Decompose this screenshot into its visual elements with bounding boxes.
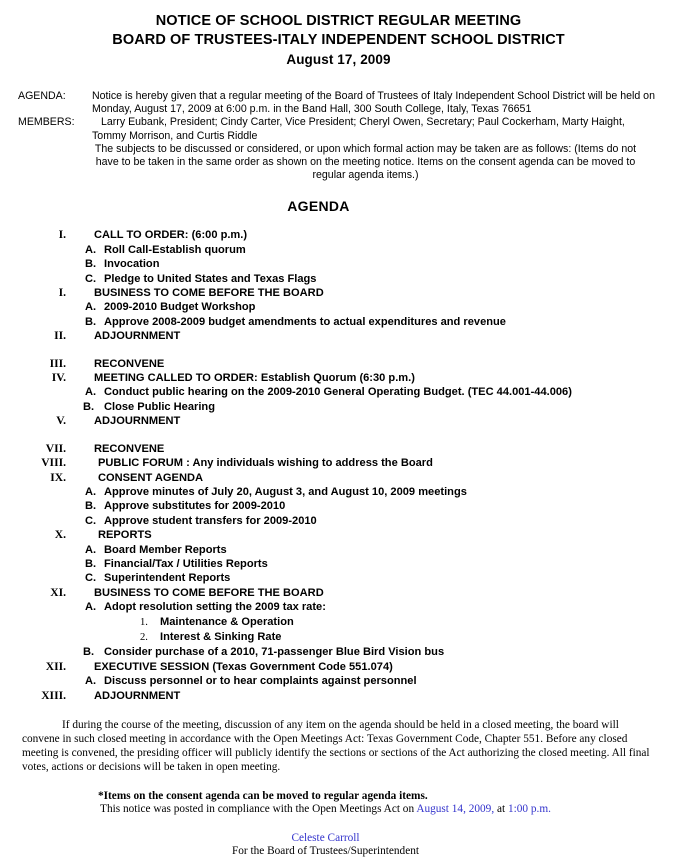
subitem-letter: B.: [83, 646, 95, 659]
item-numeral: IV.: [51, 371, 66, 385]
members-meta-row: [0, 116, 677, 142]
agenda-subitem-approve-minutes: [0, 485, 677, 499]
subsubitem-number: 1.: [140, 616, 148, 628]
subitem-text: Invocation: [104, 258, 160, 271]
agenda-subsubitem-maintenance-operation: [0, 615, 677, 630]
consent-agenda-asterisk-note: *Items on the consent agenda can be moved to regular agenda items.: [98, 790, 428, 803]
agenda-item-consent-agenda: [0, 471, 677, 485]
subitem-letter: A.: [85, 301, 97, 314]
section-spacer: [0, 429, 677, 442]
subsubitem-number: 2.: [140, 631, 148, 643]
agenda-item-business-second: [0, 586, 677, 600]
item-title: BUSINESS TO COME BEFORE THE BOARD: [94, 586, 324, 599]
subitem-letter: A.: [85, 386, 97, 399]
agenda-subitem-approve-substitutes: [0, 499, 677, 513]
signature-role: For the Board of Trustees/Superintendent: [231, 845, 419, 857]
agenda-list: [0, 228, 677, 703]
agenda-item-reconvene-1: [0, 357, 677, 371]
header-line-1: NOTICE OF SCHOOL DISTRICT REGULAR MEETING: [155, 13, 522, 29]
item-title: REPORTS: [98, 529, 152, 542]
posting-date: August 14, 2009,: [416, 803, 495, 816]
subitem-text: Close Public Hearing: [104, 400, 215, 413]
agenda-item-reports: [0, 528, 677, 542]
item-numeral: II.: [54, 329, 66, 343]
item-numeral: XII.: [45, 659, 66, 673]
item-numeral: III.: [49, 356, 66, 370]
subitem-text: Approve student transfers for 2009-2010: [104, 514, 317, 527]
subitem-letter: A.: [85, 675, 97, 688]
subitem-letter: A.: [85, 601, 97, 614]
agenda-item-meeting-called-to-order: [0, 371, 677, 385]
members-list-text: Larry Eubank, President; Cindy Carter, Vice President; Cheryl Owen, Secretary; Paul Cockerham, Marty Haight, Tommy Morrison, and Curtis Riddle: [92, 116, 625, 142]
agenda-subitem-roll-call: [0, 243, 677, 257]
subitem-text: Adopt resolution setting the 2009 tax rate:: [104, 601, 326, 614]
item-title: CONSENT AGENDA: [98, 471, 203, 484]
item-title: MEETING CALLED TO ORDER: Establish Quorum (6:30 p.m.): [94, 372, 415, 385]
subitem-letter: B.: [85, 315, 97, 328]
item-title: RECONVENE: [94, 442, 165, 455]
agenda-item-call-to-order: [0, 228, 677, 242]
subitem-text: Approve 2008-2009 budget amendments to actual expenditures and revenue: [104, 315, 506, 328]
agenda-subitem-invocation: [0, 257, 677, 271]
subjects-note: The subjects to be discussed or considered, or upon which formal action may be taken are as follows: (Items do not have to be taken in the same order as shown on the meeting notice. Items on the consent agenda can be moved to regular agenda items.): [94, 142, 637, 182]
subitem-letter: A.: [85, 243, 97, 256]
subitem-text: Approve substitutes for 2009-2010: [104, 500, 286, 513]
item-numeral: VII.: [45, 441, 66, 455]
subitem-letter: B.: [85, 500, 97, 513]
section-spacer: [0, 344, 677, 357]
agenda-subitem-discuss-personnel: [0, 674, 677, 688]
agenda-item-business-first: [0, 286, 677, 300]
subitem-text: Pledge to United States and Texas Flags: [104, 272, 317, 285]
item-numeral: IX.: [50, 470, 66, 484]
item-title: ADJOURNMENT: [94, 415, 181, 428]
signature-name: Celeste Carroll: [291, 832, 360, 845]
subitem-text: Approve minutes of July 20, August 3, and August 10, 2009 meetings: [104, 485, 467, 498]
item-numeral: XI.: [50, 585, 66, 599]
posting-mid-text: at: [494, 803, 508, 816]
posting-time: 1:00 p.m.: [507, 803, 551, 816]
subitem-letter: B.: [83, 400, 95, 413]
agenda-subsubitem-interest-sinking: [0, 630, 677, 645]
agenda-subitem-approve-transfers: [0, 514, 677, 528]
item-title: ADJOURNMENT: [94, 689, 181, 702]
closed-meeting-notice: [0, 718, 677, 774]
subitem-text: Superintendent Reports: [104, 572, 231, 585]
agenda-subitem-public-hearing: [0, 385, 677, 399]
subitem-text: Conduct public hearing on the 2009-2010 General Operating Budget. (TEC 44.001-44.006): [104, 386, 572, 399]
agenda-subitem-tax-rate-resolution: [0, 600, 677, 614]
agenda-section-heading: AGENDA: [287, 198, 350, 215]
item-title: CALL TO ORDER: (6:00 p.m.): [94, 229, 248, 242]
posting-compliance-note: [0, 803, 677, 815]
item-numeral: V.: [56, 414, 66, 428]
agenda-subitem-board-member-reports: [0, 543, 677, 557]
subitem-letter: B.: [85, 258, 97, 271]
subitem-letter: B.: [85, 557, 97, 570]
item-numeral: I.: [58, 228, 66, 242]
subsubitem-text: Interest & Sinking Rate: [160, 630, 282, 643]
subitem-letter: C.: [85, 272, 97, 285]
item-title: EXECUTIVE SESSION (Texas Government Code 551.074): [94, 660, 393, 673]
agenda-item-adjournment-2: [0, 414, 677, 428]
agenda-subitem-financial-reports: [0, 557, 677, 571]
agenda-subitem-close-hearing: [0, 400, 677, 414]
agenda-notice-text: Notice is hereby given that a regular meeting of the Board of Trustees of Italy Independent School District will be held on Monday, August 17, 2009 at 6:00 p.m. in the Band Hall, 300 South College, Italy, Texas 76651: [92, 90, 655, 116]
subitem-letter: A.: [85, 485, 97, 498]
agenda-meta-row: [0, 90, 677, 116]
agenda-subitem-superintendent-reports: [0, 571, 677, 585]
item-title: PUBLIC FORUM : Any individuals wishing to address the Board: [98, 457, 433, 470]
meta-block: [0, 90, 677, 182]
document-header: [0, 0, 677, 69]
posting-prefix-text: This notice was posted in compliance with the Open Meetings Act on: [100, 803, 417, 816]
header-date: August 17, 2009: [286, 52, 391, 67]
agenda-subitem-budget-workshop: [0, 300, 677, 314]
agenda-subitem-budget-amendments: [0, 315, 677, 329]
agenda-item-executive-session: [0, 660, 677, 674]
agenda-subitem-bus-purchase: [0, 645, 677, 659]
agenda-item-reconvene-2: [0, 442, 677, 456]
subitem-text: Roll Call-Establish quorum: [104, 243, 246, 256]
subitem-text: 2009-2010 Budget Workshop: [104, 301, 256, 314]
item-numeral: VIII.: [41, 456, 66, 470]
item-title: RECONVENE: [94, 357, 165, 370]
item-title: ADJOURNMENT: [94, 330, 181, 343]
subsubitem-text: Maintenance & Operation: [160, 615, 294, 628]
item-numeral: XIII.: [41, 688, 66, 702]
signature-block: [0, 832, 677, 857]
agenda-item-public-forum: [0, 456, 677, 470]
agenda-label: AGENDA:: [18, 90, 66, 102]
agenda-item-adjournment-1: [0, 329, 677, 343]
agenda-subitem-pledge: [0, 272, 677, 286]
item-numeral: X.: [54, 528, 66, 542]
agenda-item-adjournment-3: [0, 689, 677, 703]
subitem-text: Financial/Tax / Utilities Reports: [104, 557, 268, 570]
item-title: BUSINESS TO COME BEFORE THE BOARD: [94, 287, 324, 300]
header-line-2: BOARD OF TRUSTEES-ITALY INDEPENDENT SCHOOL DISTRICT: [112, 32, 565, 48]
item-numeral: I.: [58, 286, 66, 300]
subitem-text: Consider purchase of a 2010, 71-passenger Blue Bird Vision bus: [104, 646, 445, 659]
subitem-text: Board Member Reports: [104, 543, 227, 556]
subitem-letter: C.: [85, 572, 97, 585]
subitem-letter: A.: [85, 543, 97, 556]
closed-meeting-paragraph: If during the course of the meeting, discussion of any item on the agenda should be held in a closed meeting, the board will convene in such closed meeting in accordance with the Open Meetings Act: Texas Government Code, Chapter 551. Before any closed meeting is convened, the presiding officer will publicly identify the sections or sections of the Act authorizing the closed meeting. All final votes, actions or decisions will be taken in open meeting.: [22, 719, 650, 774]
subitem-letter: C.: [85, 514, 97, 527]
members-label: MEMBERS:: [18, 116, 75, 129]
subitem-text: Discuss personnel or to hear complaints against personnel: [104, 675, 417, 688]
